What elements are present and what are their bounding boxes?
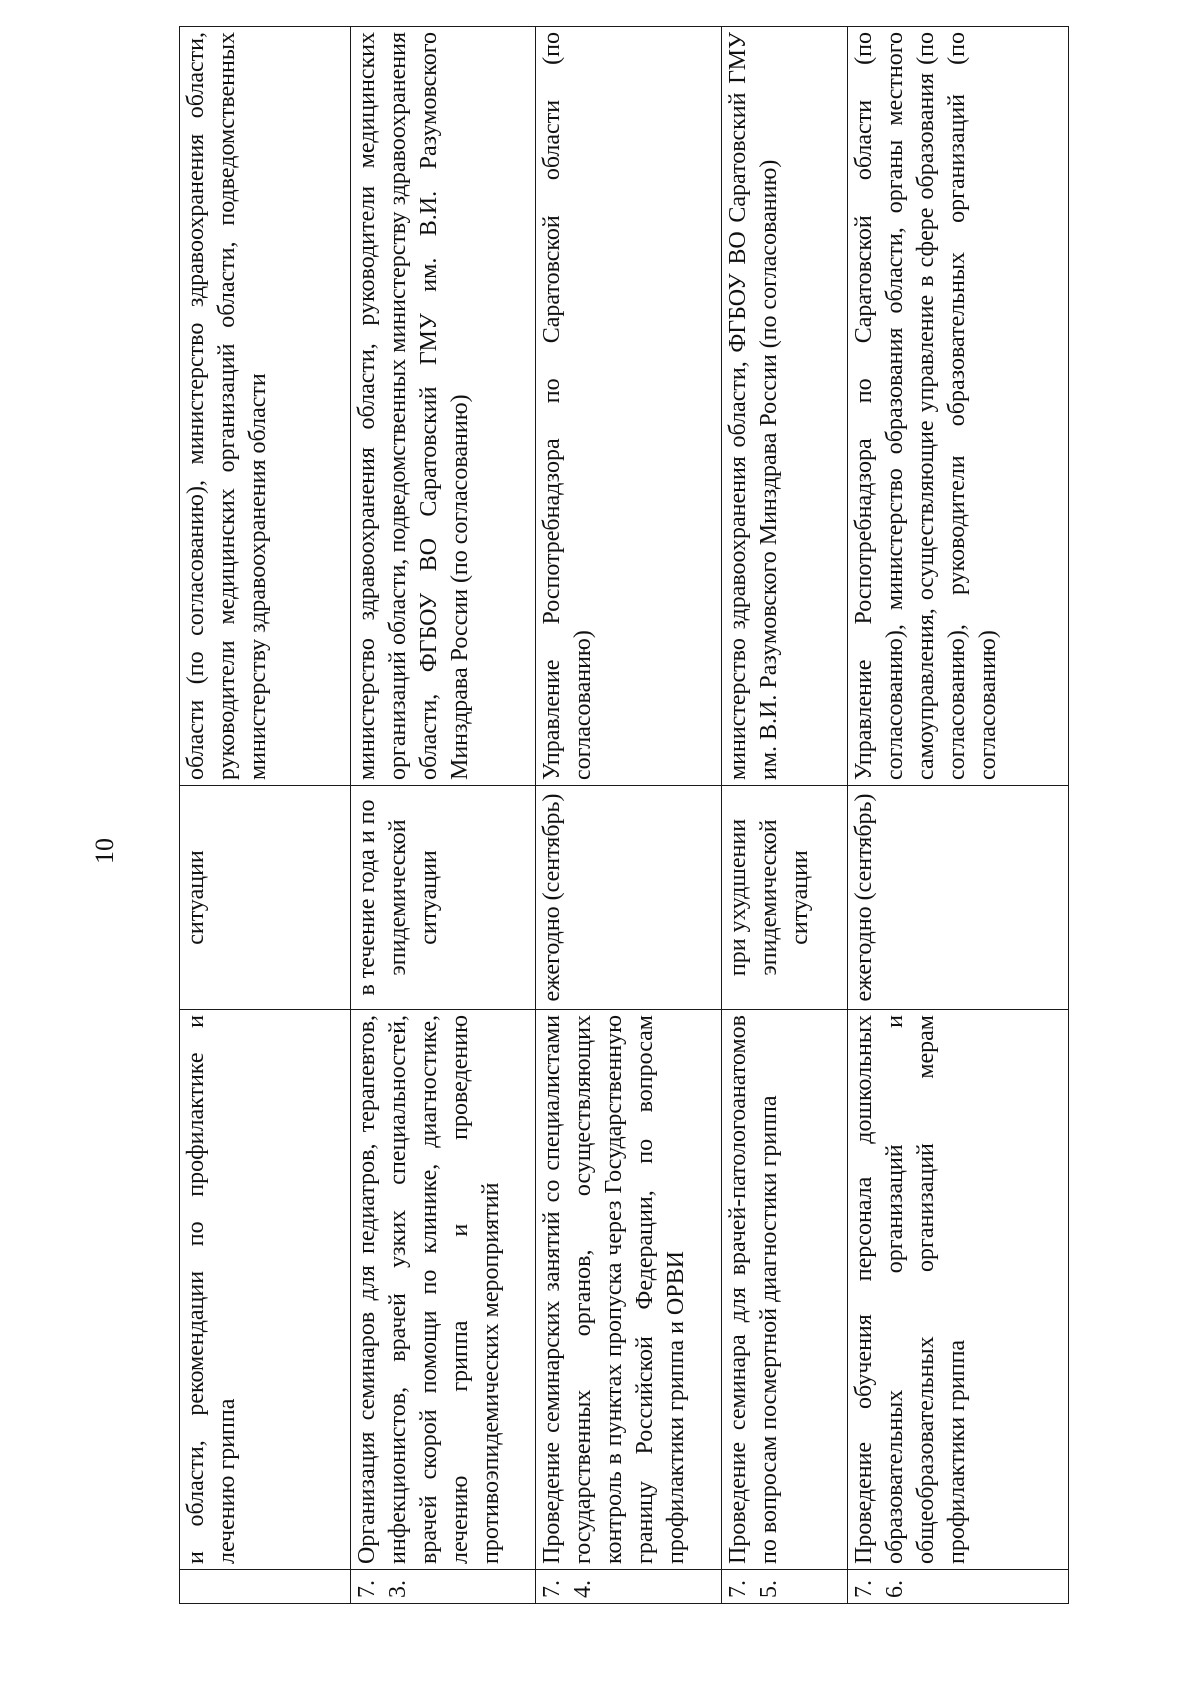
event-cell: и области, рекомендации по профилактике и лечению гриппа: [180, 1010, 351, 1570]
deadline-cell: при ухудшении эпидемической ситуации: [722, 786, 848, 1010]
row-number: 7.4.: [536, 1570, 722, 1604]
deadline-cell: ежегодно (сентябрь): [536, 786, 722, 1010]
page-number: 10: [90, 838, 119, 864]
row-number: [180, 1570, 351, 1604]
row-number: 7.6.: [848, 1570, 1069, 1604]
event-cell: Проведение обучения персонала дошкольных образовательных организаций и общеобразовательных организаций мерам профилактики гриппа: [848, 1010, 1069, 1570]
table-row: [536, 27, 722, 1604]
executors-cell: министерство здравоохранения области, ФГБОУ ВО Саратовский ГМУ им. В.И. Разумовского Минздрава России (по согласованию): [722, 27, 848, 786]
row-number: 7.3.: [351, 1570, 536, 1604]
table-row: [722, 27, 848, 1604]
executors-cell: Управление Роспотребнадзора по Саратовской области (по согласованию), министерство образования области, органы местного самоуправления, осуществляющие управление в сфере образования (по согласованию), руководители образовательных организаций (по согласованию): [848, 27, 1069, 786]
row-number: 7.5.: [722, 1570, 848, 1604]
deadline-cell: ежегодно (сентябрь): [848, 786, 1069, 1010]
deadline-cell: в течение года и по эпидемической ситуации: [351, 786, 536, 1010]
executors-cell: министерство здравоохранения области, руководители медицинских организаций области, подведомственных министерству здравоохранения области, ФГБОУ ВО Саратовский ГМУ им. В.И. Разумовского Минздрава России (по согласованию): [351, 27, 536, 786]
event-cell: Проведение семинарских занятий со специалистами государственных органов, осуществляющих контроль в пунктах пропуска через Государственную границу Российской Федерации, по вопросам профилактики гриппа и ОРВИ: [536, 1010, 722, 1570]
table-row: [848, 27, 1069, 1604]
executors-cell: области (по согласованию), министерство здравоохранения области, руководители медицинских организаций области, подведомственных министерству здравоохранения области: [180, 27, 351, 786]
event-cell: Организация семинаров для педиатров, терапевтов, инфекционистов, врачей узких специальностей, врачей скорой помощи по клинике, диагностике, лечению гриппа и проведению противоэпидемических мероприятий: [351, 1010, 536, 1570]
deadline-cell: ситуации: [180, 786, 351, 1010]
executors-cell: Управление Роспотребнадзора по Саратовской области (по согласованию): [536, 27, 722, 786]
table-row: [351, 27, 536, 1604]
measures-table: [179, 26, 1069, 1604]
table-row: [180, 27, 351, 1604]
event-cell: Проведение семинара для врачей-патологоанатомов по вопросам посмертной диагностики гриппа: [722, 1010, 848, 1570]
